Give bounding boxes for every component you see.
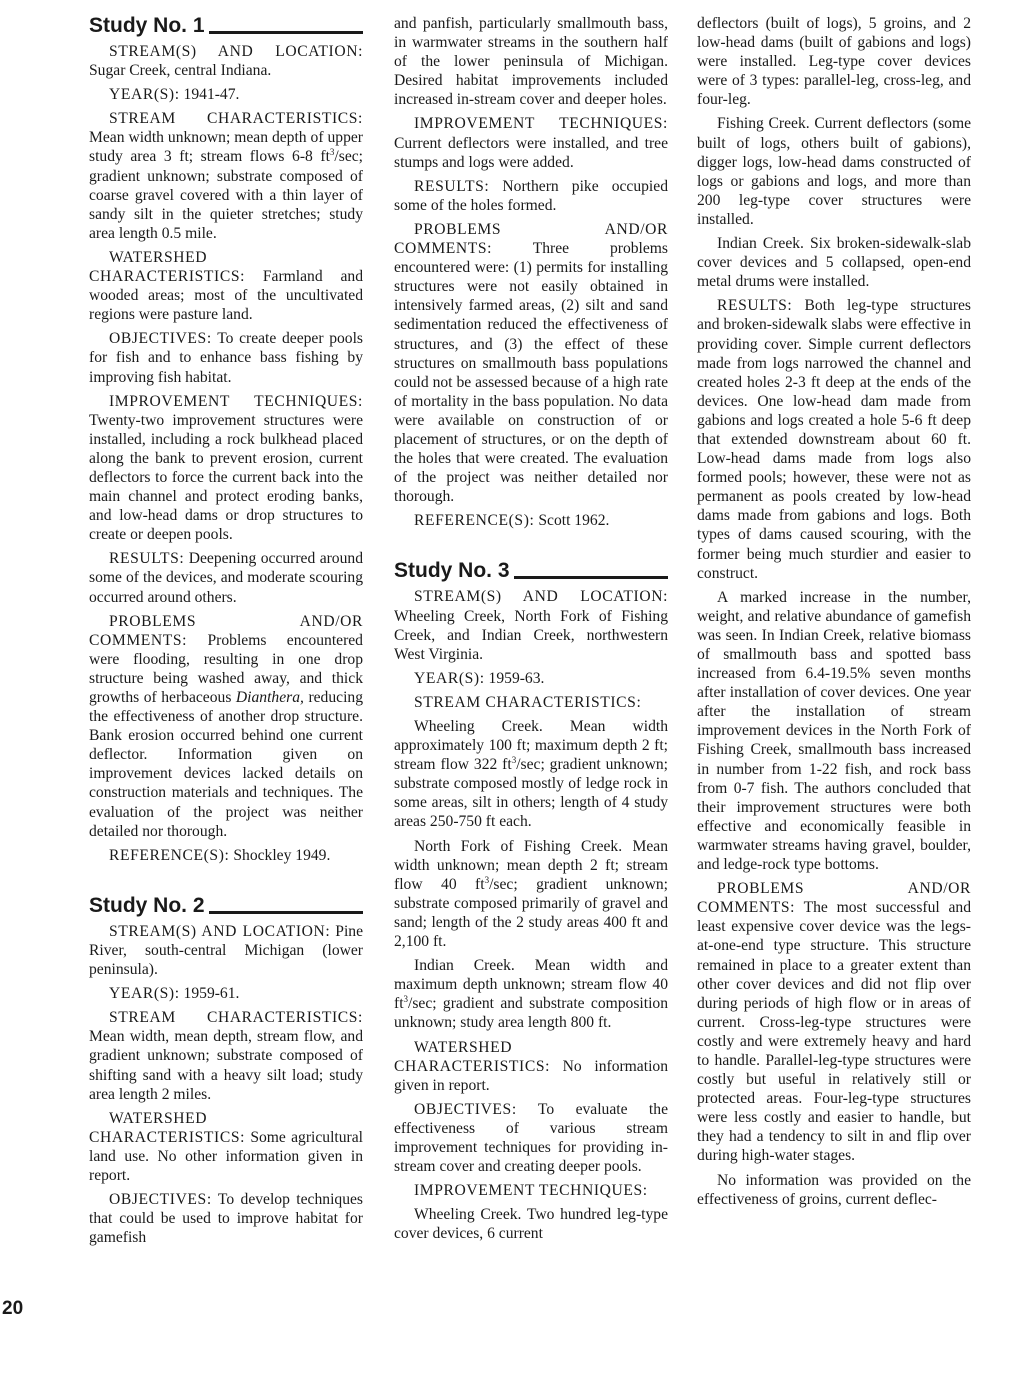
study-2-stream-characteristics: STREAM CHARACTERISTICS: Mean width, mean depth, stream flow, and gradient unknown; substrate composed of shifting sand with a heavy silt load; study area length 2 miles. bbox=[89, 1009, 363, 1103]
study-1-heading: Study No. 1 bbox=[89, 14, 363, 38]
study-3-char-north-fork: North Fork of Fishing Creek. Mean width unknown; mean depth 2 ft; stream flow 40 $ft^3/\sec$; gradient unknown; substrate composed primarily of gravel and sand; length of the 2 study areas 400 ft and 2,100 ft. bbox=[394, 837, 668, 951]
study-2-reference: REFERENCE(S): Scott 1962. bbox=[414, 512, 610, 530]
study-3-results-para-2: A marked increase in the number, weight, and relative abundance of gamefish was seen. In Indian Creek, relative biomass of smallmouth bass and spotted bass increased from 6.4-19.5% seven months after installation of cover devices. One year after the installation of stream improvement devices in the North Fork of Fishing Creek, smallmouth bass increased in number from 1-22 fish, and rock bass from 0-7 fish. The authors concluded that their improvement structures were both effective and economically feasible in warmwater streams having gravel, boulder, and ledge-rock type bottoms. bbox=[697, 588, 971, 874]
study-1-results: RESULTS: Deepening occurred around some of the devices, and moderate scouring occurred around others. bbox=[89, 550, 363, 606]
column-3 bbox=[697, 14, 971, 1214]
study-3-watershed: WATERSHED CHARACTERISTICS: No information given in report. bbox=[394, 1038, 668, 1094]
column-2 bbox=[394, 14, 668, 1248]
study-3-imp-fishing: Fishing Creek. Current deflectors (some built of logs, others built of gabions), digger logs, low-head dams constructed of logs or gabions and logs, and more than 200 leg-type cover structures were installed. bbox=[697, 115, 971, 228]
study-3-stream-characteristics: STREAM CHARACTERISTICS: bbox=[414, 693, 642, 711]
study-2-stream-location: STREAM(S) AND LOCATION: Pine River, south-central Michigan (lower peninsula). bbox=[89, 922, 363, 979]
study-3-objectives: OBJECTIVES: To evaluate the effectiveness of various stream improvement techniques for providing in-stream cover and creating deeper pools. bbox=[394, 1100, 668, 1176]
study-1-objectives: OBJECTIVES: To create deeper pools for fish and to enhance bass fishing by improving fish habitat. bbox=[89, 330, 363, 386]
column-1 bbox=[89, 14, 363, 1252]
study-3-results: RESULTS: Both leg-type structures and broken-sidewalk slabs were effective in providing cover. Simple current deflectors made from logs narrowed the channel and created holes 2-3 ft deep at the ends of the devices. One low-head dam made from gabions and logs created a hole 5-6 ft deep that extended downstream about 60 ft. Low-head dams made from logs also formed pools; however, these were not as permanent as pools created by low-head dams made from gabions and logs. Both types of dams caused scouring, with the former being much sturdier and easier to construct. bbox=[697, 297, 971, 582]
study-2-results: RESULTS: Northern pike occupied some of the holes formed. bbox=[394, 177, 668, 214]
study-1-years: YEAR(S): 1941-47. bbox=[109, 86, 240, 104]
study-2-years: YEAR(S): 1959-61. bbox=[109, 985, 240, 1003]
study-3-char-indian: Indian Creek. Mean width and maximum depth unknown; stream flow 40 $ft^3/\sec$; gradient and substrate composition unknown; study area length 800 ft. bbox=[394, 957, 668, 1032]
study-2-watershed: WATERSHED CHARACTERISTICS: Some agricultural land use. No other information given in report. bbox=[89, 1109, 363, 1184]
study-1-stream-characteristics: STREAM CHARACTERISTICS: Mean width unknown; mean depth of upper study area 3 ft; stream flows 6-8 $ft^3/\sec$; gradient unknown; substrate composed of coarse gravel covered with a thin layer of sandy silt in the quieter stretches; study area length 0.5 mile. bbox=[89, 110, 363, 242]
study-3-imp-wheeling-continued: deflectors (built of logs), 5 groins, and 2 low-head dams (built of gabions and logs) were installed. Leg-type cover devices were of 3 types: parallel-leg, cross-leg, and four-leg. bbox=[697, 15, 971, 109]
study-2-problems: PROBLEMS AND/OR COMMENTS: Three problems encountered were: (1) permits for installing structures were not easily obtained in intensively farmed areas, (2) silt and sand sedimentation reduced the effectiveness of structures, and (3) the effect of these structures on smallmouth bass populations could not be assessed because of a high rate of mortality in the bass population. No data were available on construction of or placement of structures, or on the depth of the holes that were created. The evaluation of the project was neither detailed nor thorough. bbox=[394, 220, 668, 506]
study-1-stream-location: STREAM(S) AND LOCATION: Sugar Creek, central Indiana. bbox=[89, 43, 363, 80]
study-3-imp-indian: Indian Creek. Six broken-sidewalk-slab cover devices and 5 collapsed, open-end metal drums were installed. bbox=[697, 235, 971, 291]
study-3-heading: Study No. 3 bbox=[394, 559, 668, 583]
study-3-char-wheeling: Wheeling Creek. Mean width approximately 100 ft; maximum depth 2 ft; stream flow 322 $ft^3/\sec$; gradient unknown; substrate composed mostly of ledge rock in some areas, silt in others; length of 4 study areas 250-750 ft each. bbox=[394, 718, 668, 831]
study-1-problems: PROBLEMS AND/OR COMMENTS: Problems encountered were flooding, resulting in one drop structure being washed away, and thick growths of herbaceous Dianthera, reducing the effectiveness of another drop structure. Bank erosion occurred behind one current deflector. Information given on improvement devices lacked details on construction materials and techniques. The evaluation of the project was neither detailed nor thorough. bbox=[89, 612, 363, 840]
study-2-heading: Study No. 2 bbox=[89, 894, 363, 918]
study-3-stream-location: STREAM(S) AND LOCATION: Wheeling Creek, North Fork of Fishing Creek, and Indian Creek, northwestern West Virginia. bbox=[394, 588, 668, 663]
study-3-years: YEAR(S): 1959-63. bbox=[414, 669, 545, 687]
study-3-problems: PROBLEMS AND/OR COMMENTS: The most successful and least expensive cover device was the legs-at-one-end type structure. This structure remained in place to a greater extent than other cover devices and did not flip over during periods of high flow or in areas of current. Cross-leg-type structures were costly and were extremely heavy and hard to handle. Parallel-leg-type structures were costly but useful in relatively still or protected areas. Four-leg-type structures were less costly and easier to handle, but they had a tendency to silt in and flip over during high-water stages. bbox=[697, 880, 971, 1165]
study-1-watershed: WATERSHED CHARACTERISTICS: Farmland and wooded areas; most of the uncultivated regions were pasture land. bbox=[89, 248, 363, 324]
study-1-improvement: IMPROVEMENT TECHNIQUES: Twenty-two improvement structures were installed, including a rock bulkhead placed along the bank to prevent erosion, current deflectors to force the current back into the main channel and protect eroding banks, and low-head dams or drop structures to create or deepen pools. bbox=[89, 392, 363, 544]
study-3-improvement: IMPROVEMENT TECHNIQUES: bbox=[414, 1182, 648, 1200]
study-2-objectives-start: OBJECTIVES: To develop techniques that could be used to improve habitat for gamefish bbox=[89, 1191, 363, 1247]
study-1-reference: REFERENCE(S): Shockley 1949. bbox=[109, 846, 331, 864]
study-3-imp-wheeling-start: Wheeling Creek. Two hundred leg-type cover devices, 6 current bbox=[394, 1206, 668, 1243]
page-number: 20 bbox=[2, 1298, 24, 1319]
study-2-objectives-continued: and panfish, particularly smallmouth bass, in warmwater streams in the southern half of the lower peninsula of Michigan. Desired habitat improvements included increased in-stream cover and deeper holes. bbox=[394, 15, 668, 109]
study-2-improvement: IMPROVEMENT TECHNIQUES: Current deflectors were installed, and tree stumps and logs were added. bbox=[394, 115, 668, 171]
study-3-problems-para-2: No information was provided on the effectiveness of groins, current deflec- bbox=[697, 1171, 971, 1208]
